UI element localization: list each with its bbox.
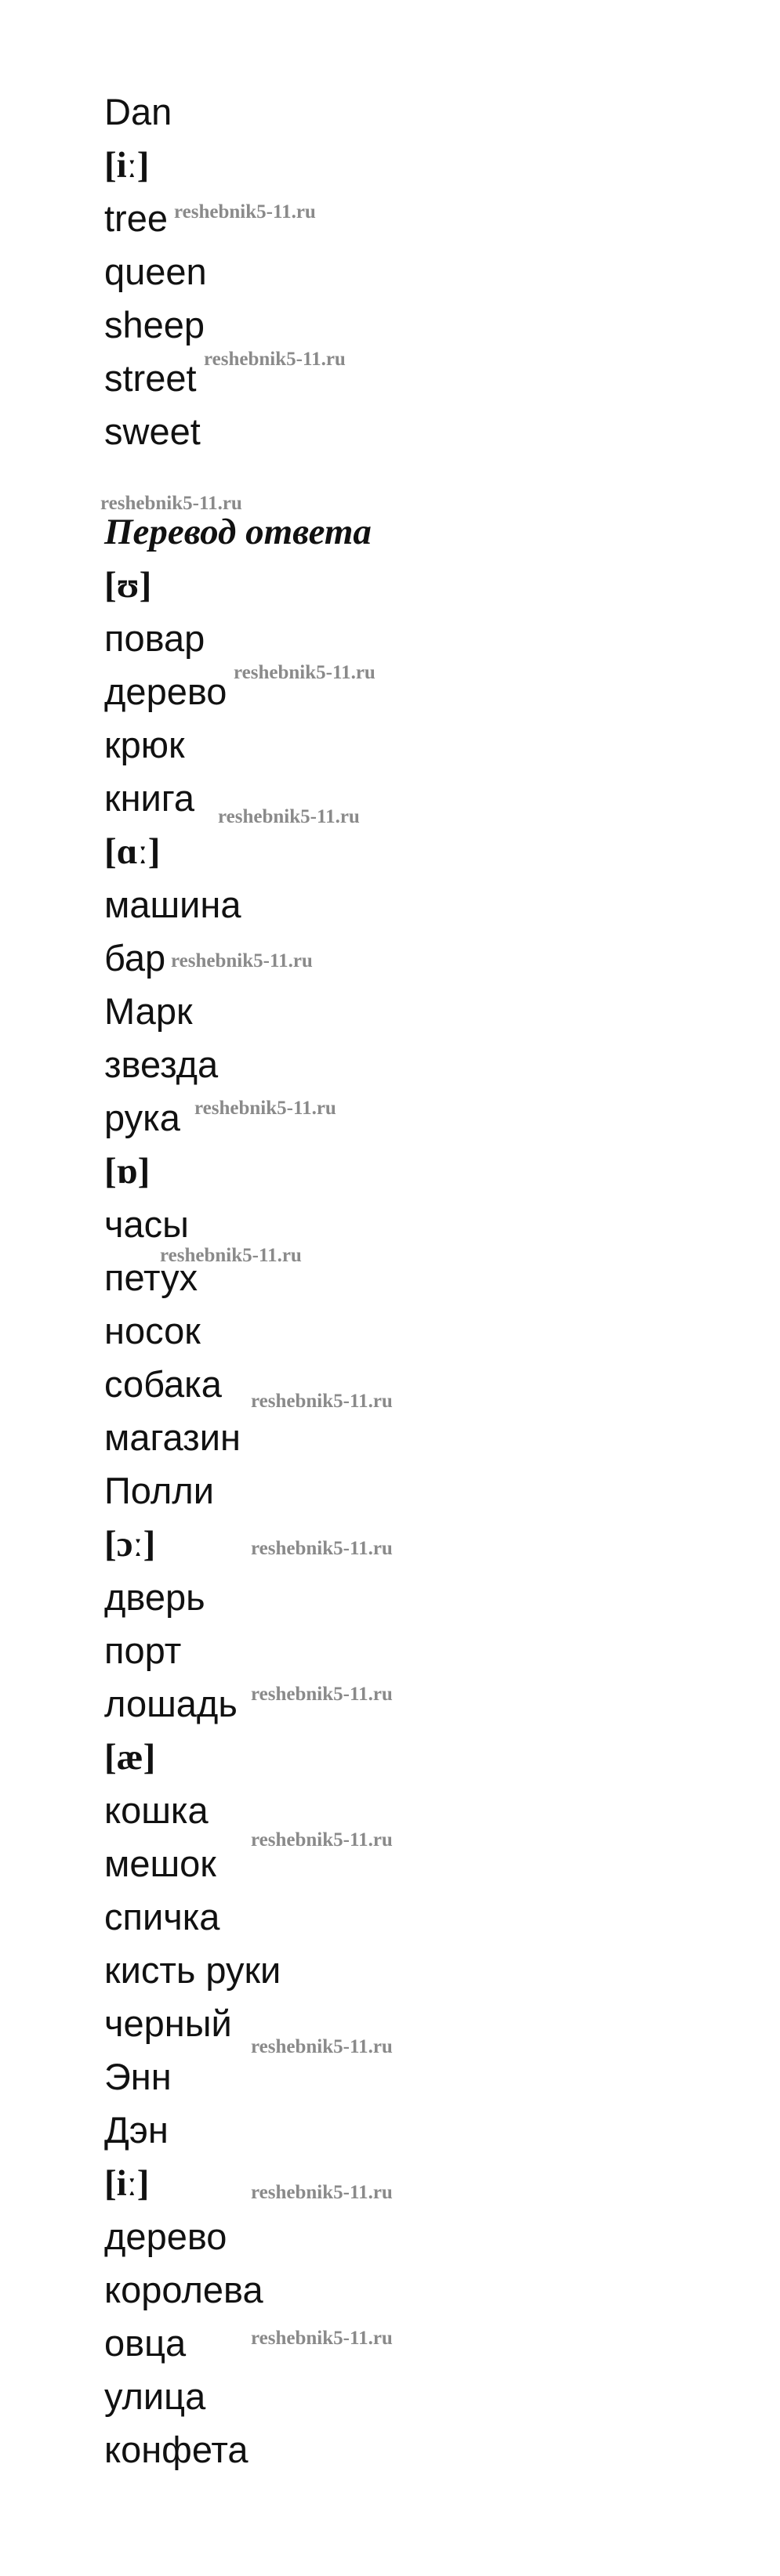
watermark-text: reshebnik5-11.ru: [251, 1538, 393, 1559]
word-line: королева: [104, 2269, 263, 2310]
word-line: черный: [104, 2003, 232, 2044]
section-heading: [ɑː]: [104, 831, 161, 872]
word-line: бар: [104, 937, 166, 979]
word-line: крюк: [104, 724, 185, 765]
word-line: носок: [104, 1310, 201, 1351]
word-line: дверь: [104, 1576, 205, 1618]
word-line: Dan: [104, 91, 172, 132]
word-line: sweet: [104, 411, 201, 452]
section-heading: Перевод ответа: [104, 512, 372, 552]
word-line: овца: [104, 2322, 187, 2364]
watermark-text: reshebnik5-11.ru: [234, 662, 375, 683]
word-line: рука: [104, 1097, 180, 1138]
word-line: дерево: [104, 671, 227, 712]
word-line: Энн: [104, 2056, 172, 2097]
section-heading: [ɒ]: [104, 1151, 151, 1192]
section-heading: [æ]: [104, 1737, 156, 1778]
word-line: кисть руки: [104, 1949, 281, 1991]
watermark-text: reshebnik5-11.ru: [204, 349, 346, 370]
word-line: спичка: [104, 1896, 220, 1937]
word-line: порт: [104, 1630, 182, 1671]
word-line: улица: [104, 2375, 206, 2417]
watermark-text: reshebnik5-11.ru: [100, 493, 242, 514]
word-line: магазин: [104, 1416, 241, 1458]
watermark-text: reshebnik5-11.ru: [251, 2182, 393, 2203]
word-line: Марк: [104, 990, 193, 1032]
section-heading: [ɔː]: [104, 1524, 156, 1565]
watermark-text: reshebnik5-11.ru: [251, 1684, 393, 1705]
word-line: машина: [104, 884, 241, 925]
word-line: петух: [104, 1257, 198, 1298]
word-line: книга: [104, 777, 195, 819]
watermark-text: reshebnik5-11.ru: [194, 1098, 336, 1119]
watermark-text: reshebnik5-11.ru: [251, 2328, 393, 2349]
section-heading: [iː]: [104, 145, 150, 186]
word-line: Дэн: [104, 2109, 169, 2151]
word-line: street: [104, 357, 197, 399]
word-line: sheep: [104, 304, 205, 346]
word-line: лошадь: [104, 1683, 238, 1724]
section-heading: [ʊ]: [104, 565, 152, 606]
section-heading: [iː]: [104, 2163, 150, 2204]
watermark-text: reshebnik5-11.ru: [251, 2036, 393, 2057]
word-line: Полли: [104, 1470, 214, 1511]
word-line: собака: [104, 1363, 222, 1405]
word-line: конфета: [104, 2429, 249, 2470]
watermark-text: reshebnik5-11.ru: [251, 1829, 393, 1851]
watermark-text: reshebnik5-11.ru: [171, 950, 313, 971]
word-line: повар: [104, 617, 205, 659]
watermark-text: reshebnik5-11.ru: [174, 201, 316, 223]
word-line: queen: [104, 251, 207, 292]
word-line: дерево: [104, 2216, 227, 2257]
word-line: мешок: [104, 1843, 216, 1884]
word-line: кошка: [104, 1789, 209, 1831]
word-line: звезда: [104, 1044, 219, 1085]
watermark-text: reshebnik5-11.ru: [160, 1245, 302, 1266]
word-line: tree: [104, 197, 168, 239]
watermark-text: reshebnik5-11.ru: [251, 1391, 393, 1412]
word-line: часы: [104, 1203, 189, 1245]
watermark-text: reshebnik5-11.ru: [218, 806, 360, 827]
